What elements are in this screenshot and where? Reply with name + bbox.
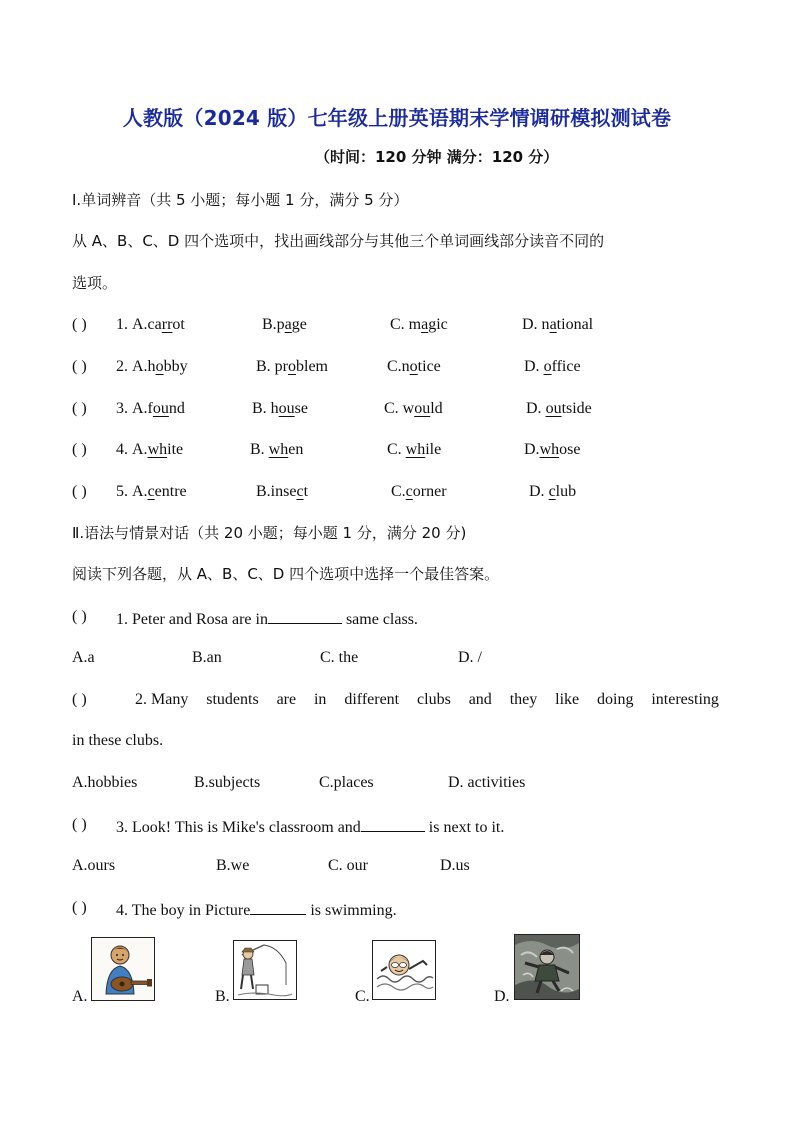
question-2-text-line2: in these clubs. bbox=[72, 732, 164, 749]
question-number: 2. bbox=[116, 358, 128, 375]
option-d[interactable]: D.us bbox=[440, 857, 470, 874]
question-3 bbox=[72, 817, 734, 839]
option-a[interactable]: A.carrot bbox=[132, 316, 185, 333]
answer-paren[interactable]: ( ) bbox=[72, 483, 87, 500]
option-b[interactable]: B. problem bbox=[256, 358, 328, 375]
section1-instruction-line1: 从 A、B、C、D 四个选项中，找出画线部分与其他三个单词画线部分读音不同的 bbox=[72, 232, 605, 250]
fill-blank bbox=[268, 609, 342, 624]
option-c[interactable]: C. bbox=[355, 988, 370, 1005]
fill-blank bbox=[250, 900, 306, 915]
question-2-text: 2. Many students are in different clubs and they like doing interesting bbox=[135, 691, 719, 708]
option-d[interactable]: D. office bbox=[524, 358, 581, 375]
answer-paren[interactable]: ( ) bbox=[72, 899, 87, 916]
option-c[interactable]: C.corner bbox=[391, 483, 447, 500]
option-d[interactable]: D.whose bbox=[524, 441, 581, 458]
flying-boy-picture[interactable] bbox=[514, 934, 580, 1000]
fishing-boy-picture[interactable] bbox=[233, 940, 297, 1000]
question-number: 3. bbox=[116, 400, 128, 417]
question-1-options bbox=[72, 650, 734, 672]
option-a[interactable]: A.ours bbox=[72, 857, 116, 874]
option-a[interactable]: A.hobby bbox=[132, 358, 188, 375]
option-b[interactable]: B.insect bbox=[256, 483, 309, 500]
option-b[interactable]: B. when bbox=[250, 441, 304, 458]
option-d[interactable]: D. bbox=[494, 988, 510, 1005]
page-title: 人教版（2024 版）七年级上册英语期末学情调研模拟测试卷 bbox=[122, 106, 672, 130]
question-text: 4. The boy in Picture is swimming. bbox=[116, 902, 397, 919]
phonetics-item bbox=[72, 484, 734, 506]
option-d[interactable]: D. outside bbox=[526, 400, 592, 417]
option-c[interactable]: C. while bbox=[387, 441, 442, 458]
option-c[interactable]: C.notice bbox=[387, 358, 441, 375]
section1-heading: I.单词辨音（共 5 小题；每小题 1 分，满分 5 分） bbox=[72, 191, 409, 209]
answer-paren[interactable]: ( ) bbox=[72, 816, 87, 833]
question-number: 1. bbox=[116, 316, 128, 333]
option-a[interactable]: A.white bbox=[132, 441, 184, 458]
section1-instruction-line2: 选项。 bbox=[72, 274, 118, 292]
option-a[interactable]: A.a bbox=[72, 649, 95, 666]
question-1 bbox=[72, 609, 734, 631]
question-text: 1. Peter and Rosa are in same class. bbox=[116, 611, 418, 628]
answer-paren[interactable]: ( ) bbox=[72, 358, 87, 375]
question-2-options bbox=[72, 775, 734, 797]
fill-blank bbox=[361, 817, 425, 832]
option-a[interactable]: A.found bbox=[132, 400, 185, 417]
phonetics-item bbox=[72, 442, 734, 464]
swimming-boy-picture[interactable] bbox=[372, 940, 436, 1000]
phonetics-item bbox=[72, 401, 734, 423]
option-b[interactable]: B.an bbox=[192, 649, 222, 666]
option-b[interactable]: B. house bbox=[252, 400, 308, 417]
question-3-options bbox=[72, 858, 734, 880]
option-c[interactable]: C. the bbox=[320, 649, 359, 666]
option-c[interactable]: C. our bbox=[328, 857, 368, 874]
option-c[interactable]: C.places bbox=[319, 774, 374, 791]
answer-paren[interactable]: ( ) bbox=[72, 400, 87, 417]
exam-meta: （时间：120 分钟 满分：120 分） bbox=[315, 148, 559, 166]
option-d[interactable]: D. club bbox=[529, 483, 577, 500]
option-a[interactable]: A. bbox=[72, 988, 88, 1005]
answer-paren[interactable]: ( ) bbox=[72, 608, 87, 625]
phonetics-item bbox=[72, 317, 734, 339]
option-a[interactable]: A.centre bbox=[132, 483, 187, 500]
option-b[interactable]: B.subjects bbox=[194, 774, 261, 791]
option-b[interactable]: B.page bbox=[262, 316, 307, 333]
answer-paren[interactable]: ( ) bbox=[72, 441, 87, 458]
question-text: 3. Look! This is Mike's classroom and is next to it. bbox=[116, 819, 505, 836]
section2-instruction: 阅读下列各题，从 A、B、C、D 四个选项中选择一个最佳答案。 bbox=[72, 565, 500, 583]
option-b[interactable]: B. bbox=[215, 988, 230, 1005]
option-c[interactable]: C. magic bbox=[390, 316, 448, 333]
question-number: 4. bbox=[116, 441, 128, 458]
question-4 bbox=[72, 900, 734, 922]
option-b[interactable]: B.we bbox=[216, 857, 250, 874]
option-a[interactable]: A.hobbies bbox=[72, 774, 138, 791]
option-c[interactable]: C. would bbox=[384, 400, 443, 417]
answer-paren[interactable]: ( ) bbox=[72, 691, 87, 708]
section2-heading: Ⅱ.语法与情景对话（共 20 小题；每小题 1 分，满分 20 分) bbox=[72, 524, 467, 542]
guitar-boy-picture[interactable] bbox=[91, 937, 155, 1001]
answer-paren[interactable]: ( ) bbox=[72, 316, 87, 333]
option-d[interactable]: D. / bbox=[458, 649, 482, 666]
option-d[interactable]: D. activities bbox=[448, 774, 526, 791]
question-number: 5. bbox=[116, 483, 128, 500]
option-d[interactable]: D. national bbox=[522, 316, 594, 333]
phonetics-item bbox=[72, 359, 734, 381]
